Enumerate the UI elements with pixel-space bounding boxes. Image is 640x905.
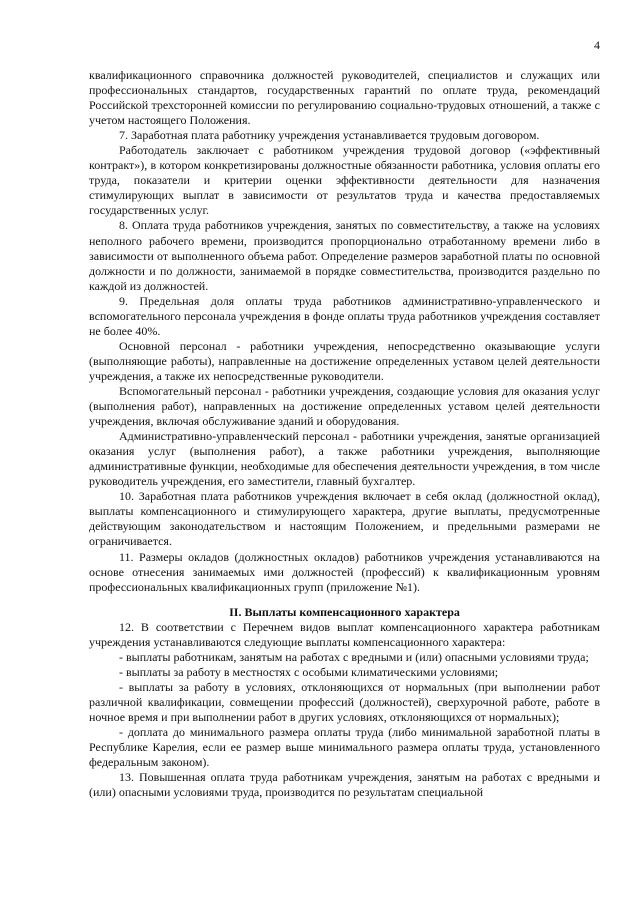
paragraph-p9: 9. Предельная доля оплаты труда работников административно-управленческого и вспомогательного персонала учреждения в фонде оплаты труда работников учреждения составляет не более 40%.: [89, 293, 600, 338]
paragraph-p-cont: квалификационного справочника должностей руководителей, специалистов и служащих или профессиональных стандартов, государственных гарантий по оплате труда, рекомендаций Российской трехсторонней комиссии по регулированию социально-трудовых отношений, а также с учетом настоящего Положения.: [89, 68, 600, 128]
section-heading: II. Выплаты компенсационного характера: [229, 604, 460, 619]
document-body: [89, 68, 600, 800]
paragraph-p9c: Административно-управленческий персонал - работники учреждения, занятые организацией оказания услуг (выполнения работ), а также работники учреждения, выполняющие административные функции, необходимые для обеспечения деятельности учреждения, в том числе руководитель учреждения, его заместители, главный бухгалтер.: [89, 429, 600, 489]
paragraph-p13: 13. Повышенная оплата труда работникам учреждения, занятым на работах с вредными и (или) опасными условиями труда, производится по результатам специальной: [89, 770, 600, 800]
paragraph-p7b: Работодатель заключает с работником учреждения трудовой договор («эффективный контракт»), в котором конкретизированы должностные обязанности работника, условия оплаты его труда, показатели и критерии оценки эффективности деятельности для назначения стимулирующих выплат в зависимости от результатов труда и качества предоставляемых государственных услуг.: [89, 143, 600, 218]
paragraph-p8: 8. Оплата труда работников учреждения, занятых по совместительству, а также на условиях неполного рабочего времени, производится пропорционально отработанному времени либо в зависимости от выполненного объема работ. Определение размеров заработной платы по основной должности и по должности, занимаемой в порядке совместительства, производится раздельно по каждой из должностей.: [89, 218, 600, 293]
paragraph-p9b: Вспомогательный персонал - работники учреждения, создающие условия для оказания услуг (выполнения работ), направленных на достижение определенных уставом целей деятельности учреждения, включая обслуживание зданий и оборудования.: [89, 383, 600, 429]
paragraph-p12b: - выплаты за работу в местностях с особыми климатическими условиями;: [119, 664, 499, 679]
paragraph-p12a: - выплаты работникам, занятым на работах с вредными и (или) опасными условиями труда;: [119, 649, 589, 664]
paragraph-p10: 10. Заработная плата работников учреждения включает в себя оклад (должностной оклад), выплаты компенсационного и стимулирующего характера, другие выплаты, предусмотренные действующим законодательством и настоящим Положением, и предельными размерами не ограничивается.: [89, 489, 600, 549]
paragraph-p12: 12. В соответствии с Перечнем видов выплат компенсационного характера работникам учреждения устанавливаются следующие выплаты компенсационного характера:: [89, 619, 600, 649]
paragraph-p9a: Основной персонал - работники учреждения, непосредственно оказывающие услуги (выполняющие работы), направленные на достижение определенных уставом целей деятельности учреждения, а также их непосредственные руководители.: [89, 338, 600, 383]
paragraphs-bottom: [89, 620, 600, 801]
paragraphs-top: [89, 68, 600, 595]
paragraph-p12c: - выплаты за работу в условиях, отклоняющихся от нормальных (при выполнении работ различной квалификации, совмещении профессий (должностей), сверхурочной работе, работе в ночное время и при выполнении работ в других условиях, отклоняющихся от нормальных);: [89, 679, 600, 724]
paragraph-p12d: - доплата до минимального размера оплаты труда (либо минимальной заработной платы в Республике Карелия, если ее размер выше минимального размера оплаты труда, установленного федеральным законом).: [89, 725, 600, 770]
paragraph-p11: 11. Размеры окладов (должностных окладов) работников учреждения устанавливаются на основе отнесения занимаемых ими должностей (профессий) к квалификационным уровням профессиональных квалификационных групп (приложение №1).: [89, 549, 600, 594]
page-number: 4: [594, 38, 600, 52]
paragraph-p7: 7. Заработная плата работнику учреждения устанавливается трудовым договором.: [119, 128, 540, 143]
